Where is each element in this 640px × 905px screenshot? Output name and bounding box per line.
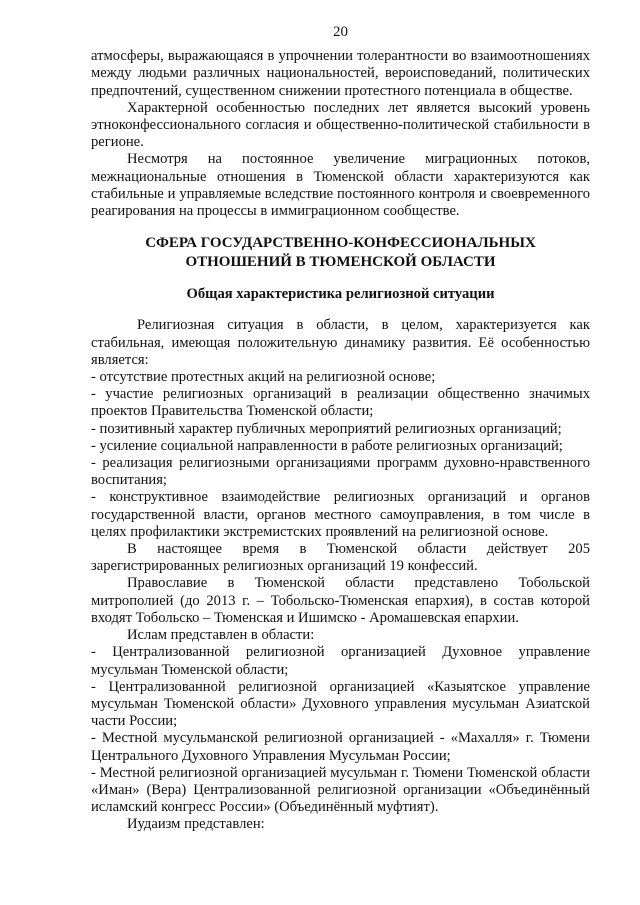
- islam-item: - Централизованной религиозной организацией Духовное управление мусульман Тюменской области;: [91, 644, 590, 678]
- feature-item: - позитивный характер публичных мероприятий религиозных организаций;: [91, 420, 562, 437]
- registered-paragraph: В настоящее время в Тюменской области действует 205 зарегистрированных религиозных организаций 19 конфессий.: [91, 541, 590, 575]
- section-title-line-1: СФЕРА ГОСУДАРСТВЕННО-КОНФЕССИОНАЛЬНЫХ: [145, 235, 536, 252]
- islam-intro: Ислам представлен в области:: [127, 627, 315, 644]
- feature-item: - реализация религиозными организациями программ духовно-нравственного воспитания;: [91, 455, 590, 489]
- subsection-title: Общая характеристика религиозной ситуации: [186, 286, 495, 303]
- orthodoxy-paragraph: Православие в Тюменской области представлено Тобольской митрополией (до 2013 г. – Тобольско-Тюменская епархия), в состав которой входят Тобольско – Тюменская и Ишимско - Аромашевская епархии.: [91, 575, 590, 626]
- intro-paragraph-3: Несмотря на постоянное увеличение миграционных потоков, межнациональные отношения в Тюменской области характеризуются как стабильные и управляемые вследствие постоянного контроля и своевременного реагирования на процессы в иммиграционном сообществе.: [91, 151, 590, 220]
- islam-item: - Местной религиозной организацией мусульман г. Тюмени Тюменской области «Иман» (Вера) Централизованной религиозной организации «Объединённый исламский конгресс России» (Объединённый муфтият).: [91, 764, 590, 816]
- feature-item: - конструктивное взаимодействие религиозных организаций и органов государственной власти, органов местного самоуправления, в том числе в целях профилактики экстремистских проявлений на религиозной основе.: [91, 489, 590, 540]
- islam-item: - Централизованной религиозной организацией «Казыятское управление мусульман Тюменской области» Духовного управления мусульман Азиатской части России;: [91, 678, 590, 730]
- section-title: [91, 234, 590, 271]
- judaism-intro: Иудаизм представлен:: [127, 816, 265, 833]
- section-title-line-2: ОТНОШЕНИЙ В ТЮМЕНСКОЙ ОБЛАСТИ: [185, 253, 496, 270]
- feature-item: - усиление социальной направленности в работе религиозных организаций;: [91, 437, 563, 454]
- intro-paragraph-1: атмосферы, выражающаяся в упрочнении толерантности во взаимоотношениях между людьми различных национальностей, вероисповеданий, политических предпочтений, существенном снижении протестного потенциала в обществе.: [91, 48, 590, 99]
- feature-item: - участие религиозных организаций в реализации общественно значимых проектов Правительства Тюменской области;: [91, 386, 590, 420]
- page-number: 20: [333, 24, 348, 40]
- intro-paragraph-2: Характерной особенностью последних лет является высокий уровень этноконфессионального согласия и общественно-политической стабильности в регионе.: [91, 99, 590, 151]
- islam-item: - Местной мусульманской религиозной организацией - «Махалля» г. Тюмени Центрального Духовного Управления Мусульман России;: [91, 730, 590, 764]
- feature-item: - отсутствие протестных акций на религиозной основе;: [91, 369, 436, 386]
- religion-intro-paragraph: Религиозная ситуация в области, в целом, характеризуется как стабильная, имеющая положительную динамику развития. Её особенностью является:: [91, 317, 590, 368]
